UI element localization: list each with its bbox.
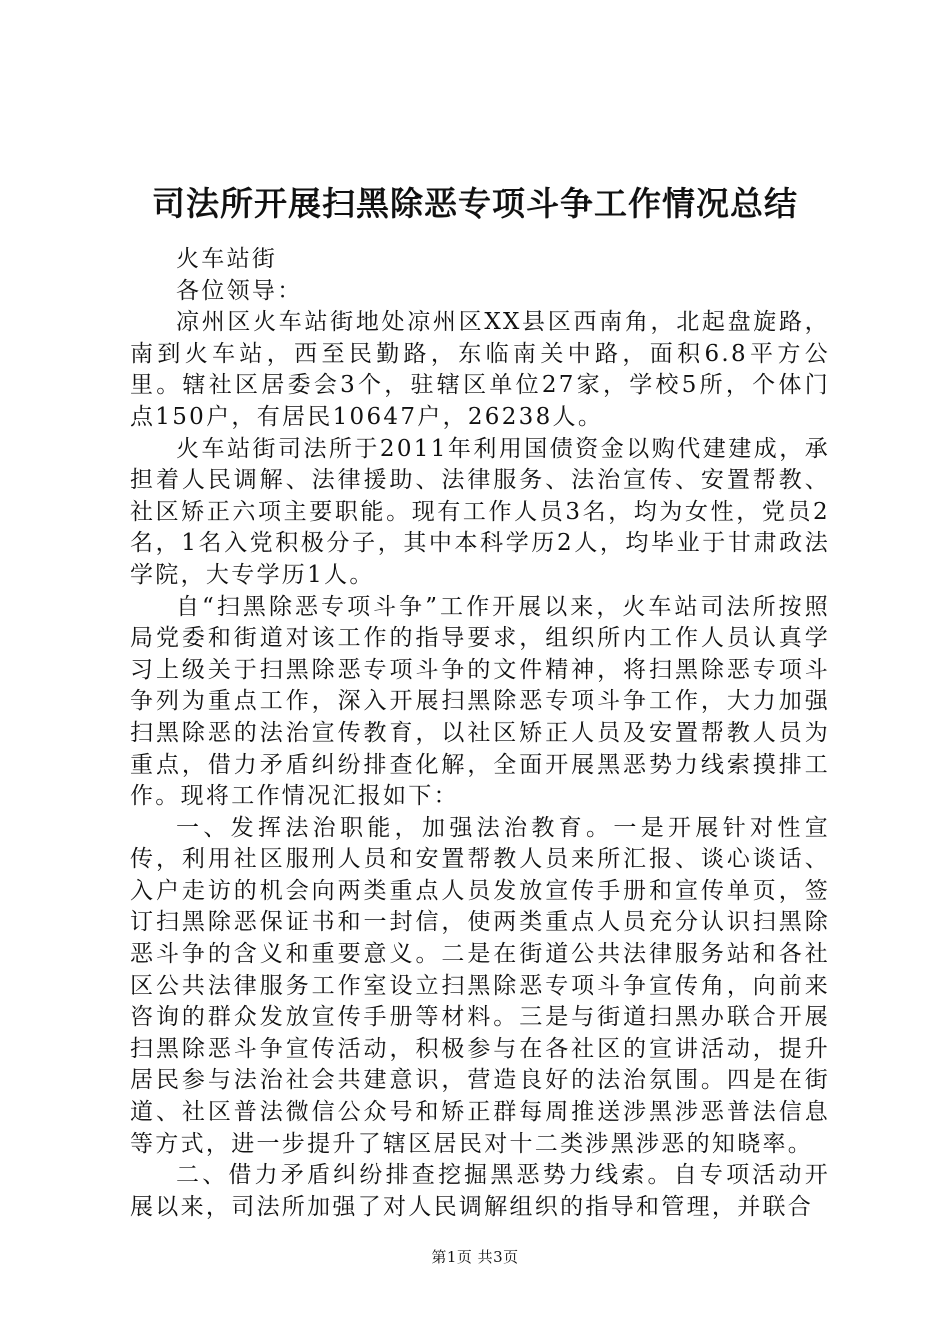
paragraph-campaign-intro: 自“扫黑除恶专项斗争”工作开展以来，火车站司法所按照局党委和街道对该工作的指导要求，组织所内工作人员认真学习上级关于扫黑除恶专项斗争的文件精神，将扫黑除恶专项斗争列为重点工作，深入开展扫黑除恶专项斗争工作，大力加强扫黑除恶的法治宣传教育，以社区矫正人员及安置帮教人员为重点，借力矛盾纠纷排查化解，全面开展黑恶势力线索摸排工作。现将工作情况汇报如下： bbox=[130, 593, 830, 810]
paragraph-overview: 凉州区火车站街地处凉州区XX县区西南角，北起盘旋路，南到火车站，西至民勤路，东临南关中路，面积6.8平方公里。辖社区居委会3个，驻辖区单位27家，学校5所，个体门点150户，有居民10647户，26238人。 bbox=[130, 309, 830, 430]
paragraph-org: 火车站街 bbox=[176, 246, 278, 272]
paragraph-section-one: 一、发挥法治职能，加强法治教育。一是开展针对性宣传，利用社区服刑人员和安置帮教人员来所汇报、谈心谈话、入户走访的机会向两类重点人员发放宣传手册和宣传单页，签订扫黑除恶保证书和一封信，使两类重点人员充分认识扫黑除恶斗争的含义和重要意义。二是在街道公共法律服务站和各社区公共法律服务工作室设立扫黑除恶专项斗争宣传角，向前来咨询的群众发放宣传手册等材料。三是与街道扫黑办联合开展扫黑除恶斗争宣传活动，积极参与在各社区的宣讲活动，提升居民参与法治社会共建意识，营造良好的法治氛围。四是在街道、社区普法微信公众号和矫正群每周推送涉黑涉恶普法信息等方式，进一步提升了辖区居民对十二类涉黑涉恶的知晓率。 bbox=[130, 814, 830, 1157]
document-body bbox=[130, 244, 830, 1223]
document-title: 司法所开展扫黑除恶专项斗争工作情况总结 bbox=[152, 184, 798, 223]
page-footer: 第1页 共3页 bbox=[431, 1248, 519, 1266]
paragraph-salutation: 各位领导： bbox=[176, 277, 303, 304]
paragraph-office-intro: 火车站街司法所于2011年利用国债资金以购代建建成，承担着人民调解、法律援助、法律服务、法治宣传、安置帮教、社区矫正六项主要职能。现有工作人员3名，均为女性，党员2名，1名入党积极分子，其中本科学历2人，均毕业于甘肃政法学院，大专学历1人。 bbox=[130, 435, 830, 588]
paragraph-section-two: 二、借力矛盾纠纷排查挖掘黑恶势力线索。自专项活动开展以来，司法所加强了对人民调解组织的指导和管理，并联合 bbox=[130, 1162, 830, 1220]
